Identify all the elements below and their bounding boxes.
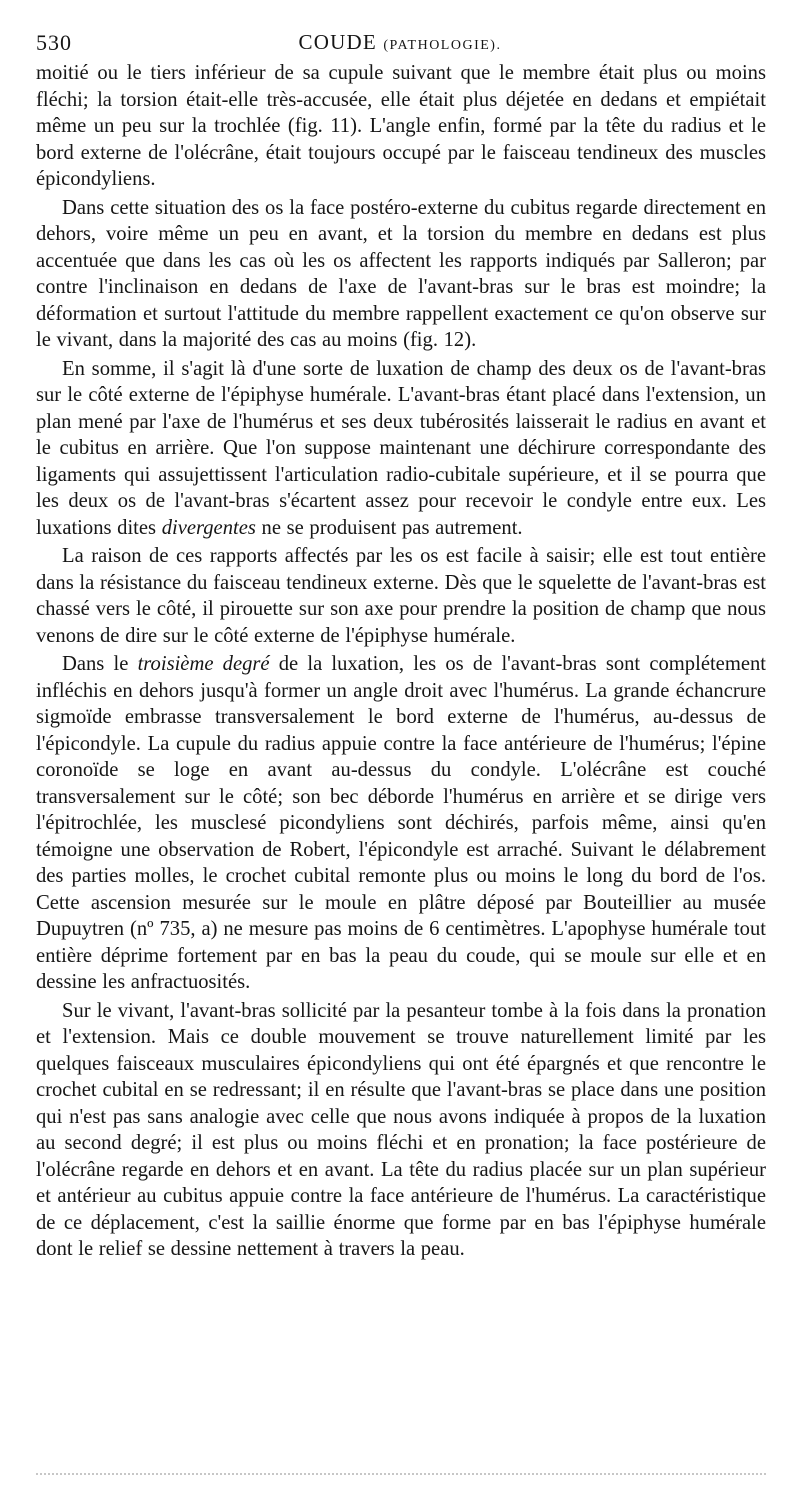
paragraph-6-text: Sur le vivant, l'avant-bras sollicité par la pesanteur tombe à la fois dans la pronation et l'extension. Mais ce double mouvement se trouve naturellement limité par les quelques faisceaux musculaires épicondyliens qui ont été épargnés et que rencontre le crochet cubital en se redressant; il en résulte que l'avant-bras se place dans une position qui n'est pas sans analogie avec celle que nous avons indiquée à propos de la luxation au second degré; il est plus ou moins fléchi et en pronation; la face postérieure de l'olécrâne regarde en dehors et en avant. La tête du radius placée sur un plan supérieur et antérieur au cubitus appuie contre la face antérieure de l'humérus. La caractéristique de ce déplacement, c'est la saillie énorme que forme par en bas l'épiphyse humérale dont le relief se dessine nettement à travers la peau. [36,999,766,1260]
paragraph-5 [36,651,766,996]
paragraph-5-text-start: Dans le [62,653,138,675]
paragraph-5-italic: troisième degré [137,653,270,675]
paragraph-2 [36,195,766,354]
paragraph-6 [36,998,766,1263]
page-number: 530 [36,30,72,55]
body-text [36,60,766,1265]
paragraph-1-text: moitié ou le tiers inférieur de sa cupule suivant que le membre était plus ou moins fléchi; la torsion était-elle très-accusée, elle était plus déjetée en dedans et empiétait même un peu sur la trochlée (fig. 11). L'angle enfin, formé par la tête du radius et le bord externe de l'olécrâne, était toujours occupé par le faisceau tendineux des muscles épicondyliens. [36,62,766,190]
paragraph-5-text: de la luxation, les os de l'avant-bras sont complétement infléchis en dehors jusqu'à former un angle droit avec l'humérus. La grande échancrure sigmoïde embrasse transversalement le bord externe de l'humérus, au-dessus de l'épicondyle. La cupule du radius appuie contre la face antérieure de l'humérus; l'épine coronoïde se loge en avant au-dessus du condyle. L'olécrâne est couché transversalement sur le côté; son bec déborde l'humérus en arrière et se dirige vers l'épitrochlée, les musclesé picondyliens sont déchirés, parfois même, ainsi qu'en témoigne une observation de Robert, l'épicondyle est arraché. Suivant le délabrement des parties molles, le crochet cubital remonte plus ou moins le long du bord de l'os. Cette ascension mesurée sur le moule en plâtre déposé par Bouteillier au musée Dupuytren (nº 735, a) ne mesure pas moins de 6 centimètres. L'apophyse humérale tout entière déprime fortement par en bas la peau du coude, qui se moule sur elle et en dessine les anfractuosités. [36,653,767,993]
running-head [34,30,766,55]
paragraph-3-italic: divergentes [161,516,256,539]
paragraph-3-text-end: ne se produisent pas autrement. [255,516,523,539]
paragraph-4 [36,543,766,649]
paragraph-3 [36,356,766,542]
paragraph-1 [36,60,766,193]
paragraph-4-text: La raison de ces rapports affectés par les os est facile à saisir; elle est tout entière dans la résistance du faisceau tendineux externe. Dès que le squelette de l'avant-bras est chassé vers le côté, il pirouette sur son axe pour prendre la position de champ que nous venons de dire sur le côté externe de l'épiphyse humérale. [36,545,766,647]
footer-rule [36,1473,766,1475]
running-head-title: COUDE [298,30,377,54]
paragraph-2-text: Dans cette situation des os la face postéro-externe du cubitus regarde directement en dehors, voire même un peu en avant, et la torsion du membre en dedans est plus accentuée que dans les cas où les os affectent les rapports indiqués par Salleron; par contre l'inclinaison en dedans de l'axe de l'avant-bras sur le bras est moindre; la déformation et surtout l'attitude du membre rappellent exactement ce qu'on observe sur le vivant, dans la majorité des cas au moins (fig. 12). [36,196,766,351]
page-header [34,30,766,60]
paragraph-3-text: En somme, il s'agit là d'une sorte de luxation de champ des deux os de l'avant-bras sur le côté externe de l'épiphyse humérale. L'avant-bras étant placé dans l'extension, un plan mené par l'axe de l'humérus et ses deux tubérosités laisserait le radius en avant et le cubitus en arrière. Que l'on suppose maintenant une déchirure correspondante des ligaments qui assujettissent l'articulation radio-cubitale supérieure, et il se pourra que les deux os de l'avant-bras s'écartent assez pour recevoir le condyle entre eux. Les luxations dites [36,357,766,539]
running-head-subtitle: (PATHOLOGIE). [383,38,502,53]
